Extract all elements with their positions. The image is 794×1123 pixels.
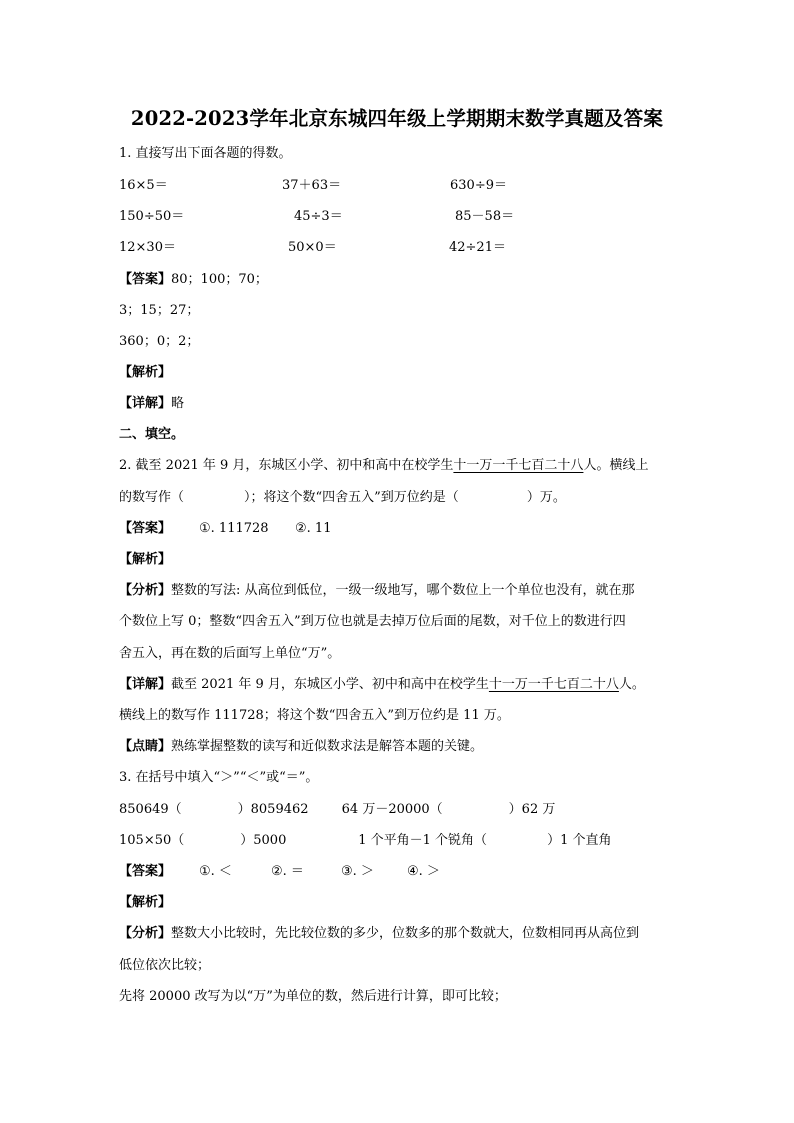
q3-text: 64 万－20000（ xyxy=(341,802,443,817)
q1-row xyxy=(119,240,506,256)
q3-text: ）8059462 xyxy=(237,802,309,817)
q1-expr: 37＋63＝ xyxy=(282,178,342,193)
detail-label: 【详解】 xyxy=(119,396,172,411)
fenxi-text: 舍五入，再在数的后面写上单位“万”。 xyxy=(119,646,341,661)
q1-expr: 42÷21＝ xyxy=(449,240,506,255)
q1-answer xyxy=(119,272,268,288)
detail-text: 人。 xyxy=(618,677,645,692)
analysis-label: 【解析】 xyxy=(119,365,172,380)
q2-stem-text: ）；将这个数“四舍五入”到万位约是（ xyxy=(244,490,459,505)
detail-text: 略 xyxy=(171,396,185,411)
q3-text: 1 个平角－1 个锐角（ xyxy=(358,833,488,848)
q1-expr: 630÷9＝ xyxy=(450,178,507,193)
answer-text: ③. ＞ xyxy=(341,864,374,879)
detail-underlined-number: 十一万一千七百二十八 xyxy=(488,677,619,692)
answer-text: ④. ＞ xyxy=(407,864,440,879)
answer-label: 【答案】 xyxy=(119,864,172,879)
answer-label: 【答案】 xyxy=(119,272,172,287)
page-title: 2022-2023学年北京东城四年级上学期期末数学真题及答案 xyxy=(130,107,664,130)
answer-text: ①. 111728 xyxy=(199,521,269,536)
answer-text: ②. ＝ xyxy=(271,864,304,879)
q1-detail xyxy=(119,396,184,412)
answer-text: 80；100；70； xyxy=(171,272,268,287)
fenxi-label: 【分析】 xyxy=(119,926,172,941)
q1-expr: 50×0＝ xyxy=(288,240,337,255)
q3-text: ）62 万 xyxy=(508,802,556,817)
q3-stem: 3. 在括号中填入“＞”“＜”或“＝”。 xyxy=(119,770,319,785)
q3-row xyxy=(119,833,611,849)
q3-answer xyxy=(119,864,440,880)
fenxi-text: 个数位上写 0；整数“四舍五入”到万位也就是去掉万位后面的尾数，对千位上的数进行四 xyxy=(119,614,626,629)
answer-text: 360；0；2； xyxy=(119,334,200,349)
q2-stem xyxy=(119,458,648,474)
q1-row xyxy=(119,209,514,225)
answer-text: ①. ＜ xyxy=(199,864,232,879)
q2-detail xyxy=(119,677,645,693)
q1-expr: 16×5＝ xyxy=(119,178,168,193)
fenxi-label: 【分析】 xyxy=(119,583,172,598)
q2-stem-text: ）万。 xyxy=(526,490,566,505)
dianjing-text: 熟练掌握整数的读写和近似数求法是解答本题的关键。 xyxy=(171,739,484,754)
fenxi-text: 整数大小比较时，先比较位数的多少，位数多的那个数就大，位数相同再从高位到 xyxy=(171,926,640,941)
answer-text: ②. 11 xyxy=(295,521,332,536)
fenxi-text: 低位依次比较； xyxy=(119,958,211,973)
q3-row xyxy=(119,802,555,818)
q3-text: 105×50（ xyxy=(119,833,185,848)
section-heading: 二、填空。 xyxy=(119,427,185,442)
q1-expr: 45÷3＝ xyxy=(294,209,343,224)
fenxi-text: 整数的写法: 从高位到低位，一级一级地写，哪个数位上一个单位也没有，就在那 xyxy=(171,583,635,598)
answer-text: 3；15；27； xyxy=(119,303,200,318)
q2-dianjing xyxy=(119,739,483,755)
q1-stem: 1. 直接写出下面各题的得数。 xyxy=(119,146,292,161)
q2-underlined-number: 十一万一千七百二十八 xyxy=(453,458,584,473)
analysis-label: 【解析】 xyxy=(119,895,172,910)
detail-text: 横线上的数写作 111728；将这个数“四舍五入”到万位约是 11 万。 xyxy=(119,708,510,723)
q3-text: ）1 个直角 xyxy=(547,833,612,848)
detail-label: 【详解】 xyxy=(119,677,172,692)
q1-row xyxy=(119,178,507,194)
q2-stem-text: 人。横线上 xyxy=(583,458,649,473)
analysis-label: 【解析】 xyxy=(119,552,172,567)
q2-fenxi xyxy=(119,583,635,599)
q1-expr: 12×30＝ xyxy=(119,240,176,255)
q1-expr: 150÷50＝ xyxy=(119,209,185,224)
dianjing-label: 【点睛】 xyxy=(119,739,172,754)
q3-fenxi xyxy=(119,926,639,942)
q2-stem-text: 的数写作（ xyxy=(119,490,185,505)
q2-stem-line2 xyxy=(119,490,566,506)
q1-expr: 85－58＝ xyxy=(455,209,515,224)
answer-label: 【答案】 xyxy=(119,521,172,536)
fenxi-text: 先将 20000 改写为以“万”为单位的数，然后进行计算，即可比较； xyxy=(119,989,507,1004)
detail-text: 截至 2021 年 9 月，东城区小学、初中和高中在校学生 xyxy=(171,677,489,692)
q3-text: 850649（ xyxy=(119,802,182,817)
q2-answer xyxy=(119,521,331,537)
q3-text: ）5000 xyxy=(240,833,287,848)
q2-stem-text: 2. 截至 2021 年 9 月，东城区小学、初中和高中在校学生 xyxy=(119,458,454,473)
